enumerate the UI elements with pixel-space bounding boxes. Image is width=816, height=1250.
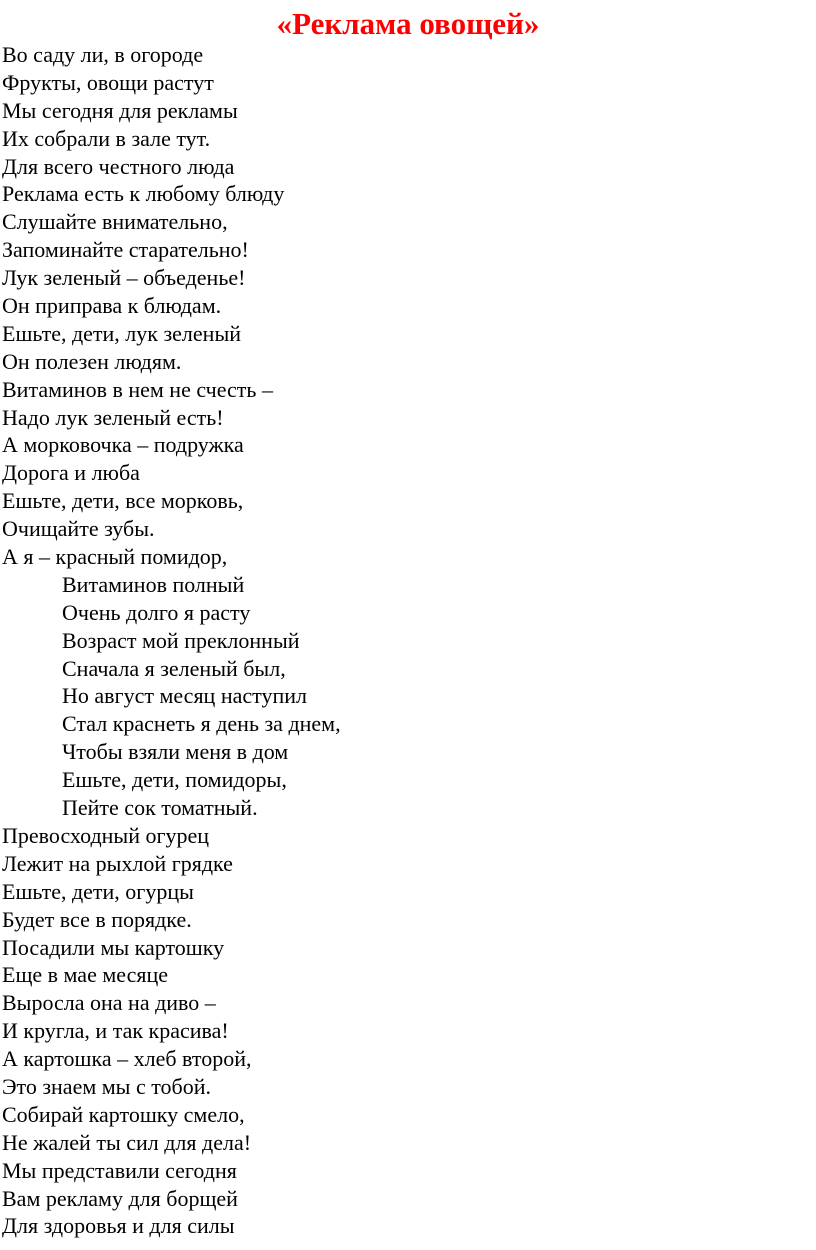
poem-line: Слушайте внимательно, <box>2 209 228 235</box>
poem-line: Он приправа к блюдам. <box>2 293 222 319</box>
poem-line: Запоминайте старательно! <box>2 237 249 263</box>
poem-line-indented: Но август месяц наступил <box>62 683 307 709</box>
poem-line: Для здоровья и для силы <box>2 1213 235 1239</box>
poem-line: Мы сегодня для рекламы <box>2 97 238 123</box>
poem-line: Ешьте, дети, огурцы <box>2 878 194 904</box>
poem-line: Превосходный огурец <box>2 822 210 848</box>
poem-line: Это знаем мы с тобой. <box>2 1073 212 1099</box>
poem-line-indented: Витаминов полный <box>62 571 245 597</box>
poem-line: Мы представили сегодня <box>2 1157 237 1183</box>
poem-line-indented: Чтобы взяли меня в дом <box>62 739 289 765</box>
poem-line: Надо лук зеленый есть! <box>2 404 224 430</box>
poem-line: Лежит на рыхлой грядке <box>2 850 233 876</box>
poem-line: Еще в мае месяце <box>2 962 168 988</box>
poem-line: Ешьте, дети, лук зеленый <box>2 320 241 346</box>
poem-line: Витаминов в нем не счесть – <box>2 376 273 402</box>
poem-line-indented: Очень долго я расту <box>62 599 251 625</box>
poem-line: Для всего честного люда <box>2 153 235 179</box>
poem-line: Он полезен людям. <box>2 348 182 374</box>
poem-line: Фрукты, овощи растут <box>2 69 214 95</box>
poem-line-indented: Стал краснеть я день за днем, <box>62 711 341 737</box>
poem-line: Реклама есть к любому блюду <box>2 181 285 207</box>
poem-line: Выросла она на диво – <box>2 990 216 1016</box>
poem-line-indented: Сначала я зеленый был, <box>62 655 286 681</box>
poem-line: И кругла, и так красива! <box>2 1018 229 1044</box>
poem-line: Посадили мы картошку <box>2 934 225 960</box>
poem-body <box>2 41 802 1240</box>
poem-line: Будет все в порядке. <box>2 906 192 932</box>
poem-title: «Реклама овощей» <box>276 6 540 41</box>
poem-line: Ешьте, дети, все морковь, <box>2 488 244 514</box>
poem-line: А морковочка – подружка <box>2 432 244 458</box>
poem-line: Их собрали в зале тут. <box>2 125 211 151</box>
poem-line: Дорога и люба <box>2 460 140 486</box>
poem-line: Во саду ли, в огороде <box>2 42 204 67</box>
poem-line: Не жалей ты сил для дела! <box>2 1129 252 1155</box>
poem-line: А картошка – хлеб второй, <box>2 1046 252 1072</box>
poem-line-indented: Ешьте, дети, помидоры, <box>62 767 287 793</box>
poem-line: Очищайте зубы. <box>2 516 155 542</box>
poem-line: Лук зеленый – объеденье! <box>2 265 246 291</box>
poem-line: Вам рекламу для борщей <box>2 1185 238 1211</box>
poem-line-indented: Возраст мой преклонный <box>62 627 300 653</box>
poem-line: Собирай картошку смело, <box>2 1101 245 1127</box>
poem-line-indented: Пейте сок томатный. <box>62 795 258 821</box>
poem-line: А я – красный помидор, <box>2 544 228 570</box>
